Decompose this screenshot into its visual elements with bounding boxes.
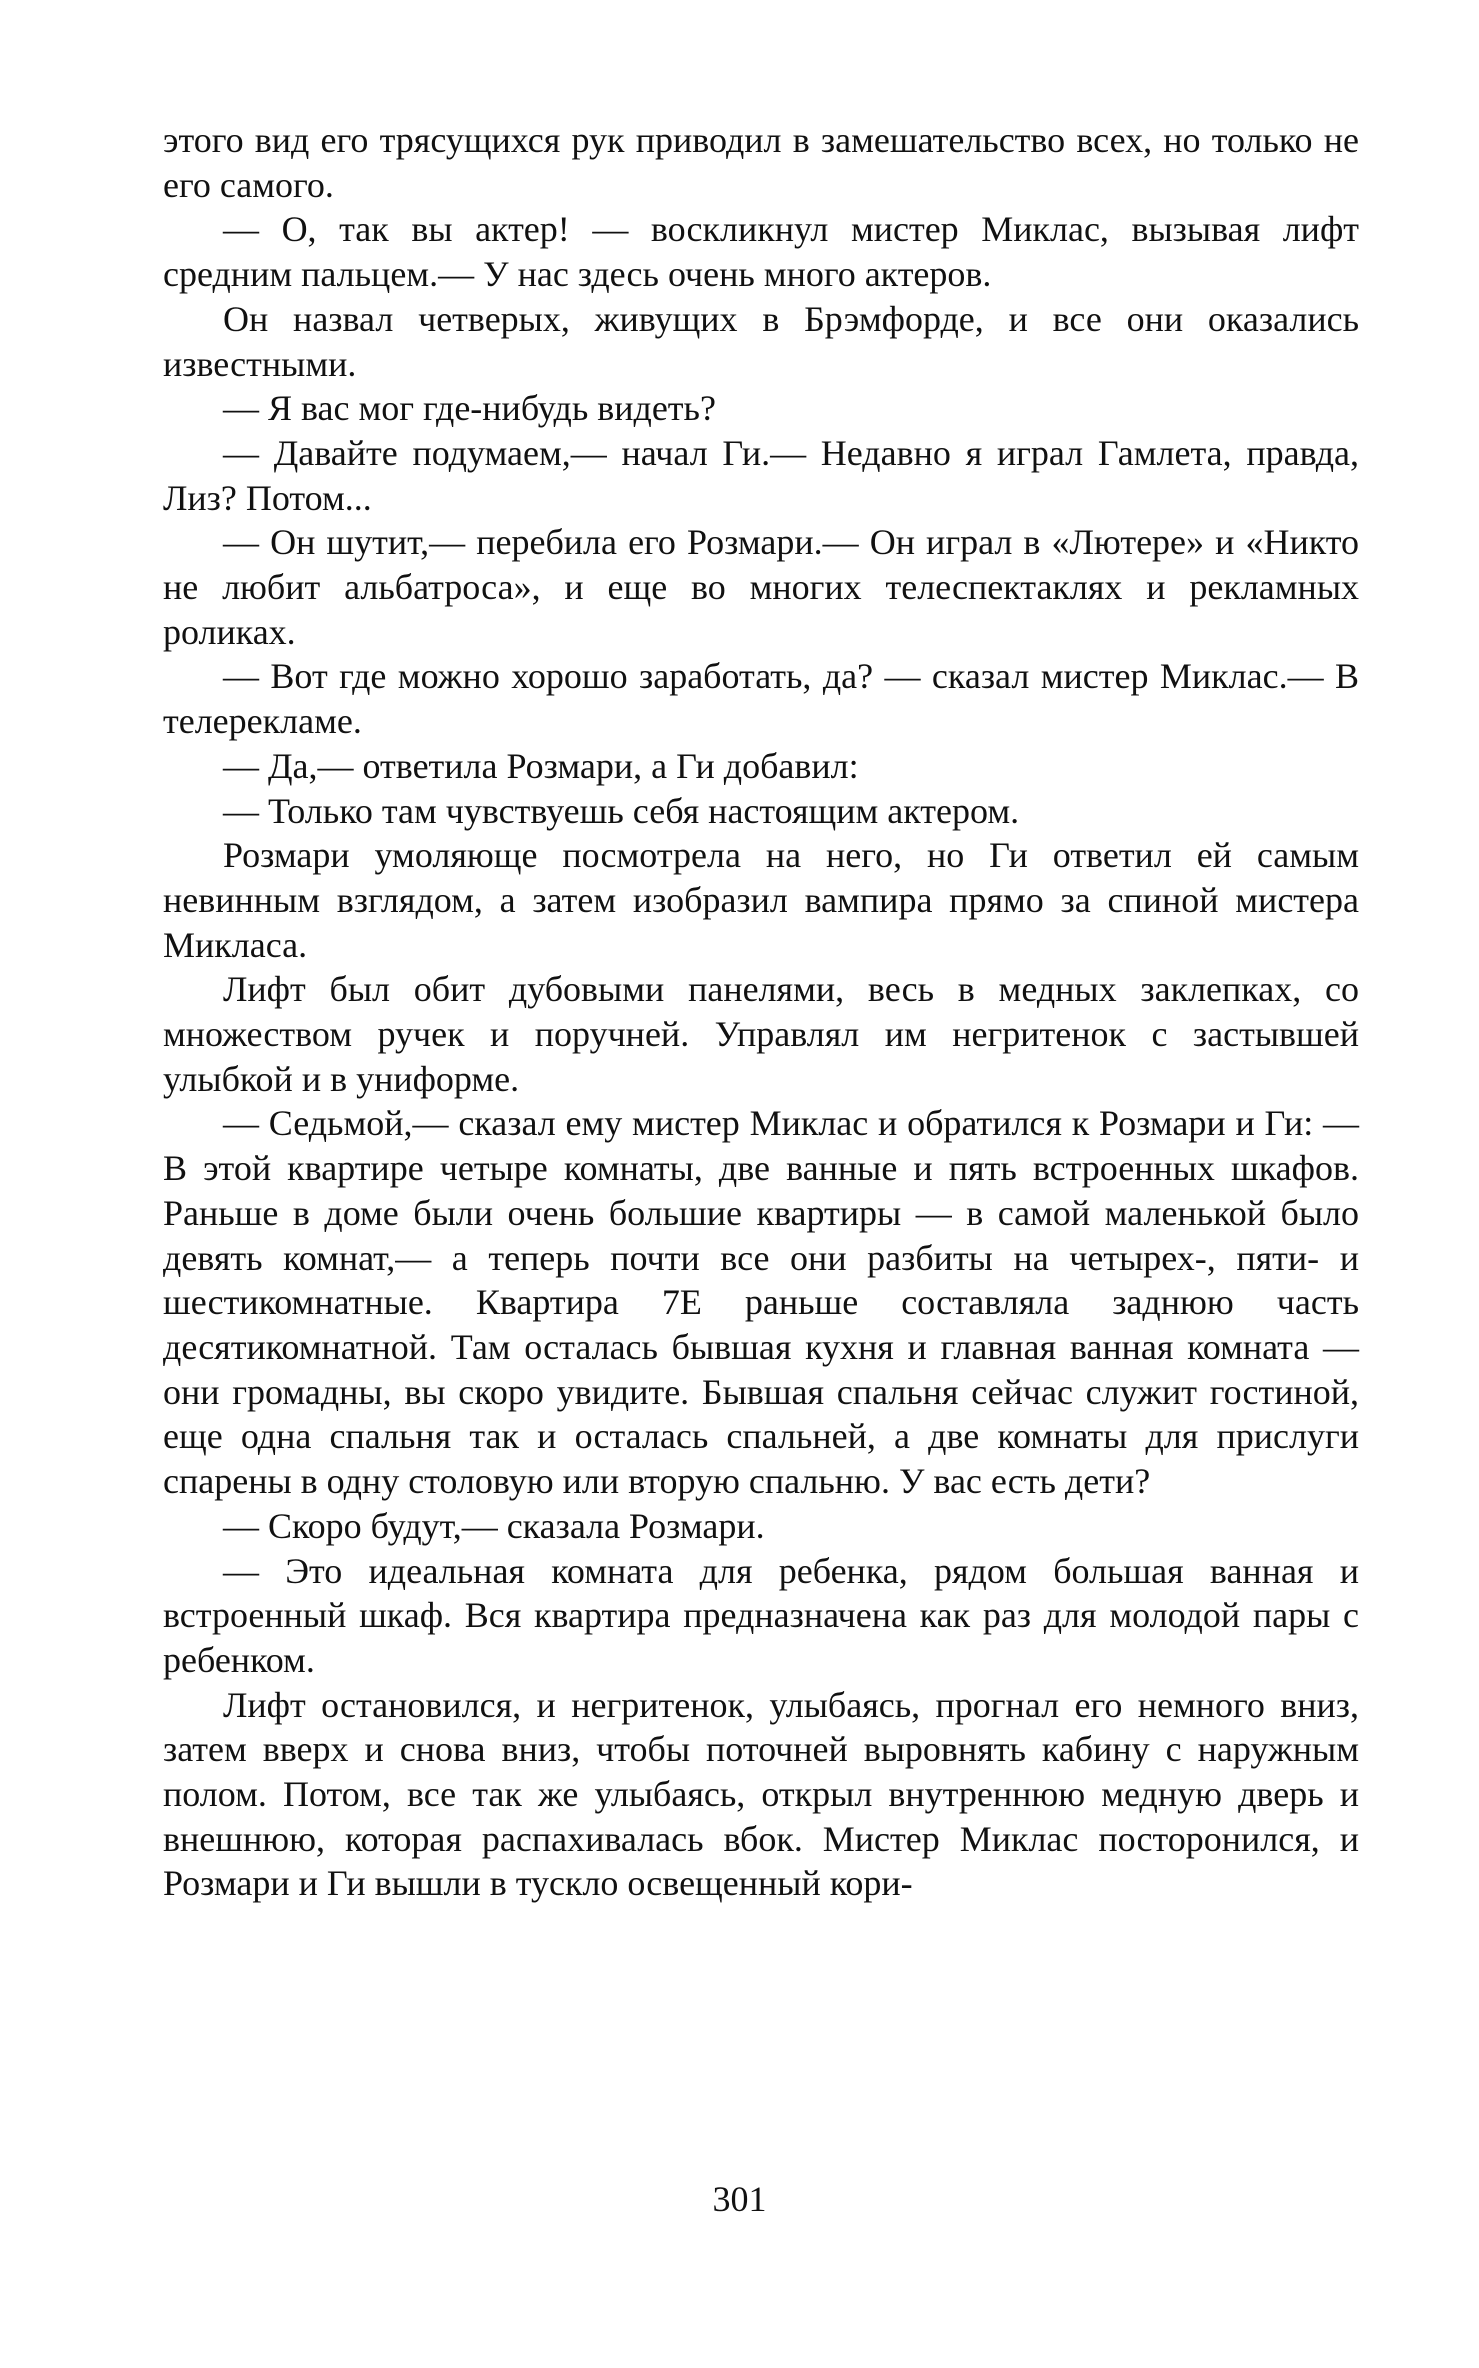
book-page-body: [163, 118, 1359, 1906]
paragraph: — Вот где можно хорошо заработать, да? — сказал мистер Миклас.— В телерекламе.: [163, 656, 1359, 742]
paragraph: Он назвал четверых, живущих в Брэмфорде, и все они оказались известными.: [163, 298, 1359, 384]
paragraph: — О, так вы актер! — воскликнул мистер Миклас, вызывая лифт средним пальцем.— У нас здесь очень много актеров.: [163, 209, 1359, 295]
paragraph: — Да,— ответила Розмари, а Ги добавил:: [223, 745, 859, 786]
paragraph: Лифт остановился, и негритенок, улыбаясь, прогнал его немного вниз, затем вверх и снова вниз, чтобы поточней выровнять кабину с наружным полом. Потом, все так же улыбаясь, открыл внутреннюю медную дверь и внешнюю, которая распахивалась вбок. Мистер Миклас посторонился, и Розмари и Ги вышли в тускло освещенный кори-: [163, 1684, 1359, 1904]
paragraph: Розмари умоляюще посмотрела на него, но Ги ответил ей самым невинным взглядом, а затем изобразил вампира прямо за спиной мистера Микласа.: [163, 835, 1359, 965]
paragraph: — Давайте подумаем,— начал Ги.— Недавно я играл Гамлета, правда, Лиз? Потом...: [163, 432, 1359, 518]
paragraph: — Только там чувствуешь себя настоящим актером.: [223, 790, 1020, 831]
paragraph: — Седьмой,— сказал ему мистер Миклас и обратился к Розмари и Ги: — В этой квартире четыре комнаты, две ванные и пять встроенных шкафов. Раньше в доме были очень большие квартиры — в самой маленькой было девять комнат,— а теперь почти все они разбиты на четырех-, пяти- и шестикомнатные. Квартира 7Е раньше составляла заднюю часть десятикомнатной. Там осталась бывшая кухня и главная ванная комната — они громадны, вы скоро увидите. Бывшая спальня сейчас служит гостиной, еще одна спальня так и осталась спальней, а две комнаты для прислуги спарены в одну столовую или вторую спальню. У вас есть дети?: [163, 1103, 1359, 1502]
paragraph: — Я вас мог где-нибудь видеть?: [223, 388, 716, 429]
paragraph: — Он шутит,— перебила его Розмари.— Он играл в «Лютере» и «Никто не любит альбатроса», и еще во многих телеспектаклях и рекламных роликах.: [163, 522, 1359, 652]
page-number: 301: [712, 2179, 767, 2219]
paragraph: — Это идеальная комната для ребенка, рядом большая ванная и встроенный шкаф. Вся квартира предназначена как раз для молодой пары с ребенком.: [163, 1550, 1359, 1680]
paragraph-continuation: этого вид его трясущихся рук приводил в замешательство всех, но только не его самого.: [163, 120, 1359, 205]
paragraph: — Скоро будут,— сказала Розмари.: [223, 1505, 765, 1546]
paragraph: Лифт был обит дубовыми панелями, весь в медных заклепках, со множеством ручек и поручней. Управлял им негритенок с застывшей улыбкой и в униформе.: [163, 969, 1359, 1099]
